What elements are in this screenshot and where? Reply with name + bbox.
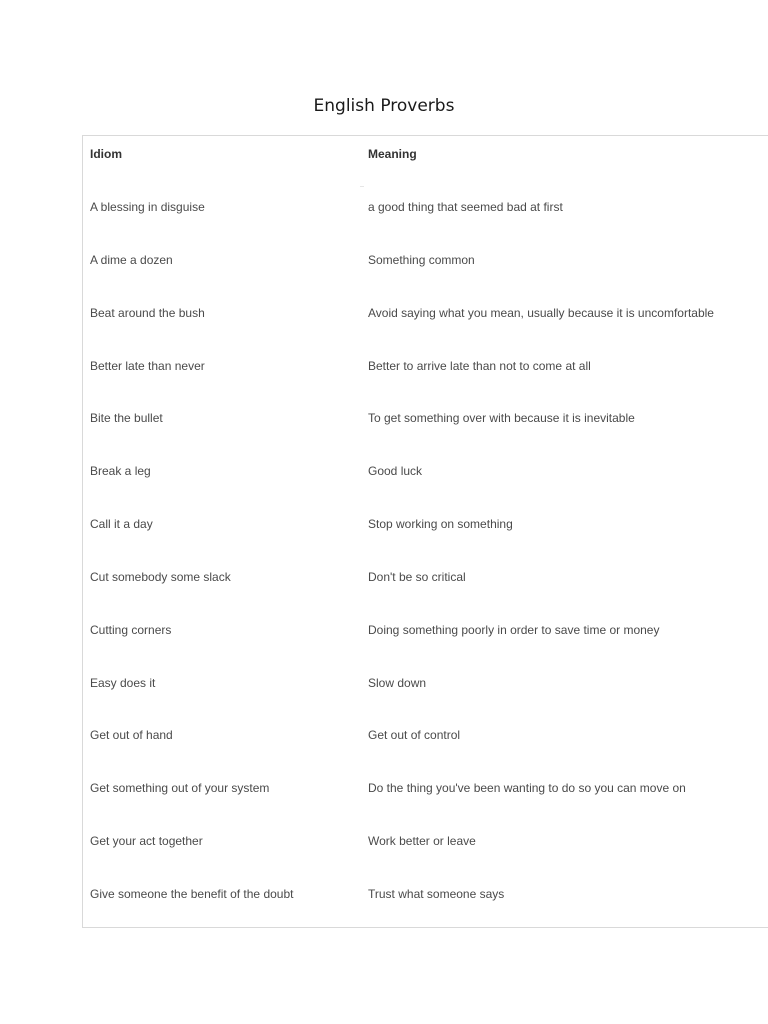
table-row — [90, 304, 768, 357]
header-meaning: Meaning — [368, 147, 417, 161]
meaning-cell: Get out of control — [368, 728, 461, 743]
meaning-cell: a good thing that seemed bad at first — [368, 200, 563, 214]
idiom-cell: Call it a day — [90, 517, 153, 532]
idiom-cell: Beat around the bush — [90, 305, 205, 320]
idiom-cell: A dime a dozen — [90, 252, 173, 267]
idiom-cell: Give someone the benefit of the doubt — [90, 886, 294, 901]
header-divider — [360, 186, 364, 187]
meaning-cell: Good luck — [368, 464, 423, 479]
meaning-cell: Work better or leave — [368, 834, 476, 849]
table-row — [90, 409, 768, 462]
meaning-cell: Trust what someone says — [368, 886, 505, 901]
table-row — [90, 726, 768, 779]
meaning-cell: Stop working on something — [368, 517, 513, 532]
idiom-cell: Get your act together — [90, 834, 203, 849]
table-row — [90, 357, 768, 410]
table-row — [90, 568, 768, 621]
table-row — [90, 251, 768, 304]
idiom-cell: Break a leg — [90, 464, 151, 479]
table-row — [90, 832, 768, 885]
meaning-cell: Avoid saying what you mean, usually because it is uncomfortable — [368, 305, 714, 320]
meaning-cell: Slow down — [368, 675, 427, 690]
table-row — [90, 674, 768, 727]
table-row — [90, 621, 768, 674]
meaning-cell: Don't be so critical — [368, 569, 466, 584]
table-row — [90, 779, 768, 832]
header-idiom: Idiom — [90, 147, 122, 161]
meaning-cell: Do the thing you've been wanting to do so you can move on — [368, 781, 686, 796]
meaning-cell: Better to arrive late than not to come at all — [368, 358, 591, 373]
table-row — [90, 515, 768, 568]
idiom-cell: Cut somebody some slack — [90, 569, 231, 584]
table-row — [90, 462, 768, 515]
idiom-cell: Better late than never — [90, 358, 205, 373]
page-title: English Proverbs — [313, 96, 455, 116]
idiom-cell: Get something out of your system — [90, 781, 270, 796]
idiom-cell: Cutting corners — [90, 622, 172, 637]
table-row — [90, 198, 768, 251]
meaning-cell: To get something over with because it is inevitable — [368, 411, 635, 426]
table-body — [90, 198, 768, 938]
meaning-cell: Something common — [368, 252, 475, 267]
idiom-cell: Get out of hand — [90, 728, 173, 743]
idiom-cell: Bite the bullet — [90, 411, 163, 426]
idiom-cell: A blessing in disguise — [90, 200, 205, 214]
meaning-cell: Doing something poorly in order to save time or money — [368, 622, 660, 637]
table-header-row — [90, 145, 768, 165]
table-row — [90, 885, 768, 938]
idiom-cell: Easy does it — [90, 675, 156, 690]
